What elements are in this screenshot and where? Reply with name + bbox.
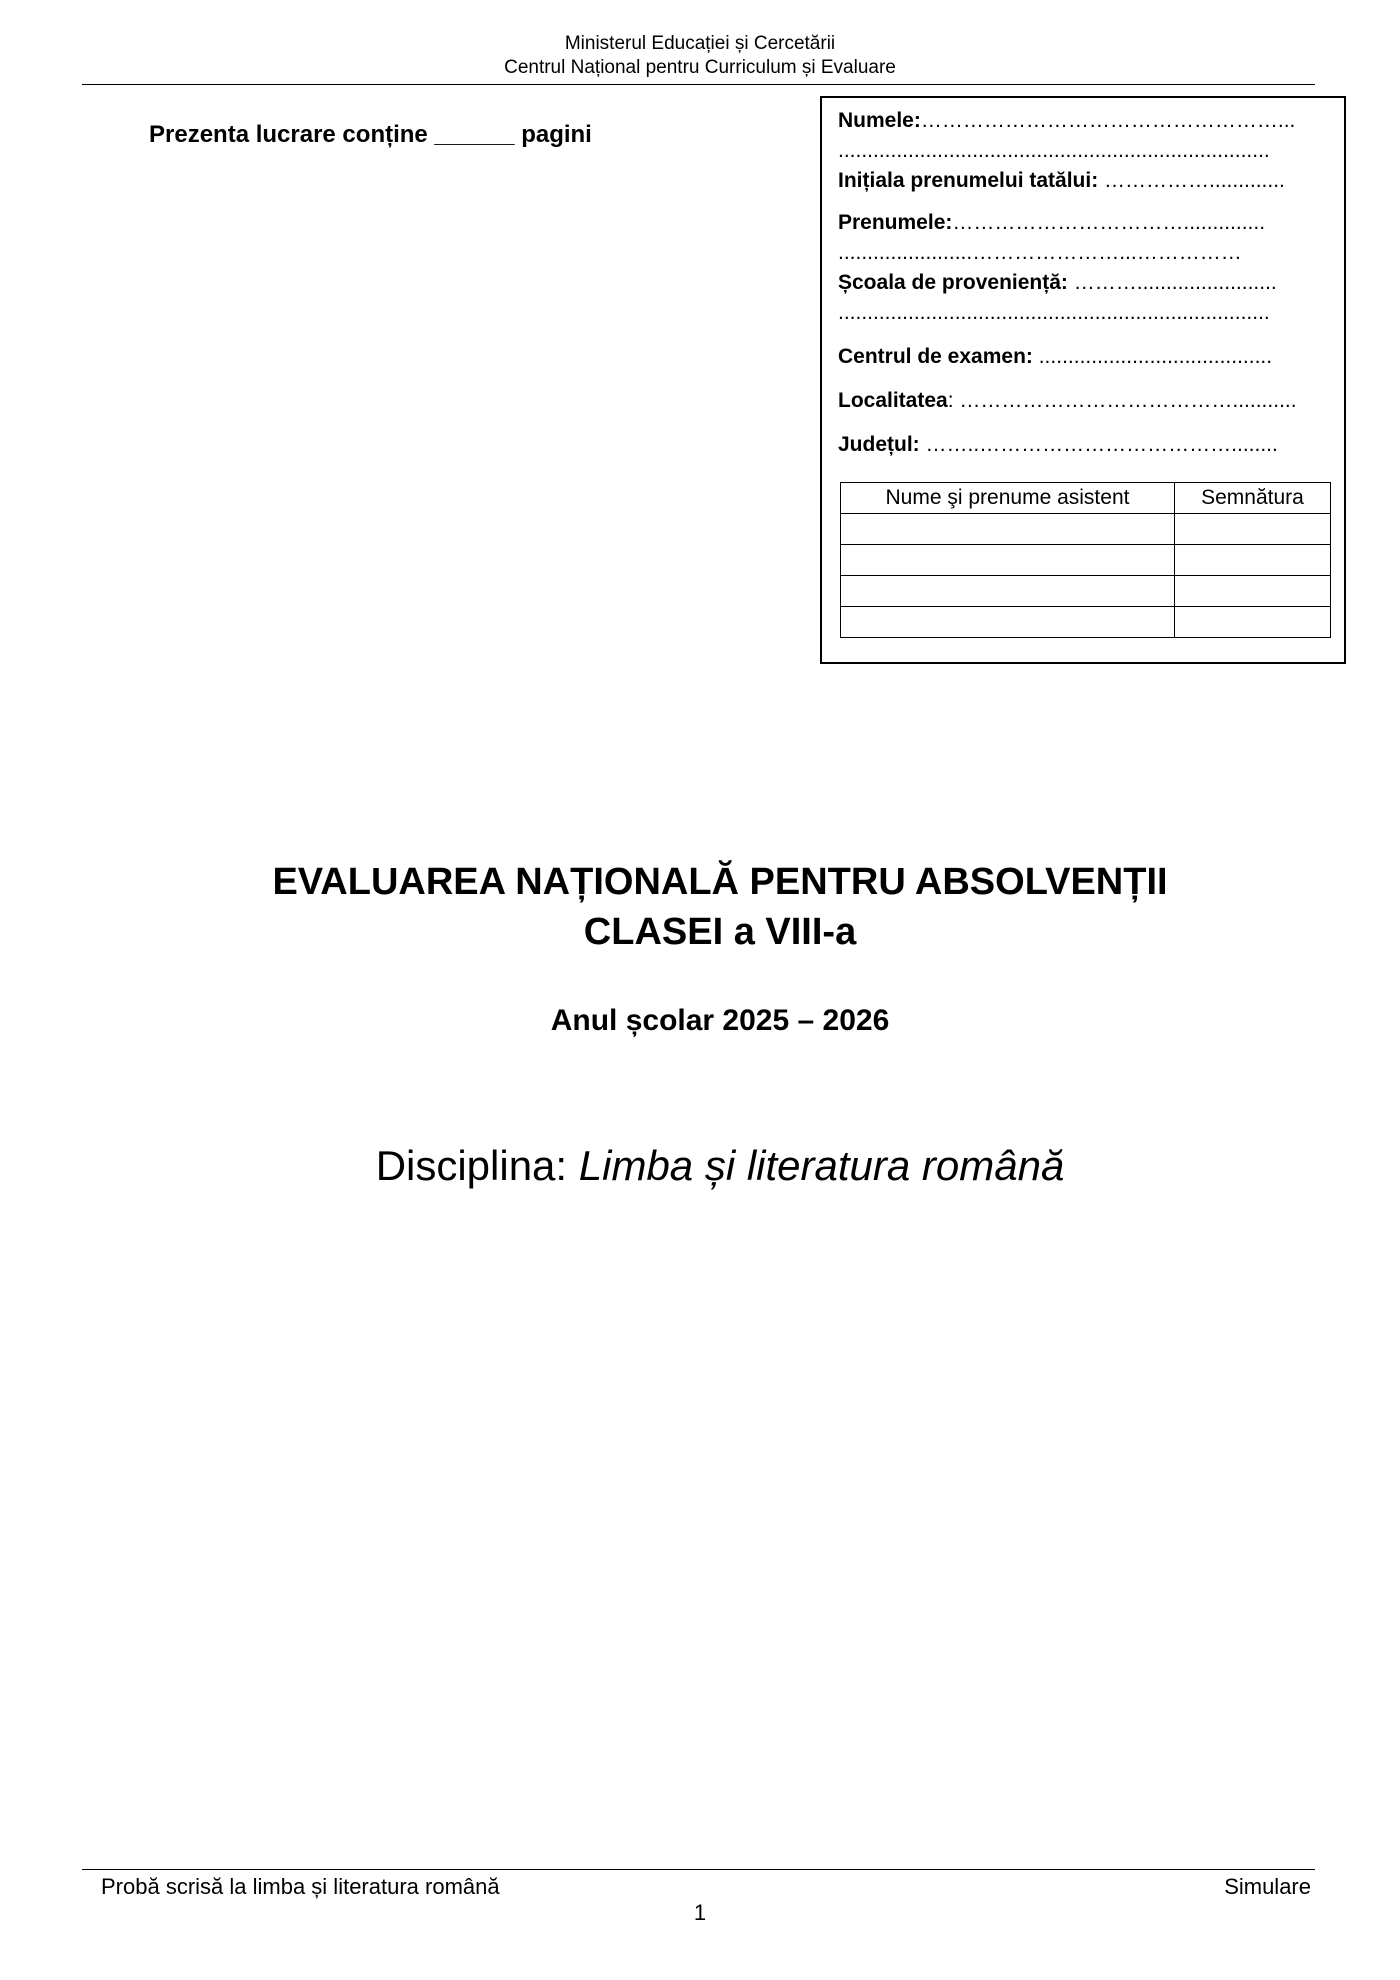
school-year: Anul școlar 2025 – 2026	[550, 1004, 890, 1037]
exam-title-line2: CLASEI a VIII-a	[583, 911, 857, 953]
table-row	[841, 576, 1331, 607]
signature-cell[interactable]	[1175, 514, 1331, 545]
prenumele-dots-line2: .......................…………………...……………	[838, 241, 1242, 264]
initiala-field[interactable]	[838, 168, 1285, 194]
table-row	[841, 607, 1331, 638]
initiala-dots: …………….............	[1098, 169, 1285, 192]
numele-dots-line2: ..........................................................................	[838, 139, 1270, 162]
assistant-name-cell[interactable]	[841, 576, 1175, 607]
centrul-field[interactable]	[838, 344, 1272, 370]
assistant-name-cell[interactable]	[841, 545, 1175, 576]
assistant-table	[840, 482, 1331, 638]
discipline	[0, 1141, 1400, 1191]
signature-header: Semnătura	[1175, 483, 1331, 514]
initiala-label: Inițiala prenumelui tatălui:	[838, 169, 1099, 192]
header-divider	[82, 84, 1315, 85]
prenumele-field[interactable]	[838, 210, 1265, 236]
pages-note: Prezenta lucrare conține ______ pagini	[149, 121, 592, 148]
localitatea-label: Localitatea	[838, 389, 948, 412]
localitatea-field[interactable]	[838, 388, 1297, 414]
footer-divider	[82, 1869, 1315, 1870]
prenumele-label: Prenumele:	[838, 211, 953, 234]
scoala-dots: ………........................	[1067, 271, 1277, 294]
localitatea-dots: : …………………………………...........	[947, 389, 1297, 412]
table-row	[841, 514, 1331, 545]
assistant-name-header: Nume şi prenume asistent	[841, 483, 1175, 514]
signature-cell[interactable]	[1175, 607, 1331, 638]
centrul-dots: ........................................	[1032, 345, 1273, 368]
assistant-table-header	[841, 483, 1331, 514]
judetul-dots: ……..………………………………........	[919, 433, 1278, 456]
numele-label: Numele:	[838, 109, 921, 132]
scoala-field[interactable]	[838, 270, 1277, 296]
page-number: 1	[693, 1900, 707, 1925]
judetul-field[interactable]	[838, 432, 1278, 458]
footer-session: Simulare	[1224, 1874, 1311, 1899]
signature-cell[interactable]	[1175, 545, 1331, 576]
header-center: Centrul Național pentru Curriculum și Evaluare	[504, 57, 896, 78]
table-row	[841, 545, 1331, 576]
header-ministry: Ministerul Educației și Cercetării	[564, 33, 836, 54]
assistant-name-cell[interactable]	[841, 607, 1175, 638]
scoala-label: Școala de proveniență:	[838, 271, 1068, 294]
prenumele-dots: ……………………………..............	[952, 211, 1266, 234]
discipline-label: Disciplina:	[375, 1142, 579, 1189]
discipline-value: Limba și literatura română	[578, 1142, 1065, 1189]
judetul-label: Județul:	[838, 433, 920, 456]
centrul-label: Centrul de examen:	[838, 345, 1033, 368]
numele-field[interactable]	[838, 108, 1295, 134]
signature-cell[interactable]	[1175, 576, 1331, 607]
exam-title-line1: EVALUAREA NAȚIONALĂ PENTRU ABSOLVENȚII	[272, 861, 1168, 903]
candidate-id-box	[820, 96, 1346, 664]
assistant-name-cell[interactable]	[841, 514, 1175, 545]
numele-dots: ……………………………………………...	[920, 109, 1296, 132]
scoala-dots-line2: ..........................................................................	[838, 301, 1270, 324]
footer-subject: Probă scrisă la limba și literatura română	[101, 1874, 500, 1899]
